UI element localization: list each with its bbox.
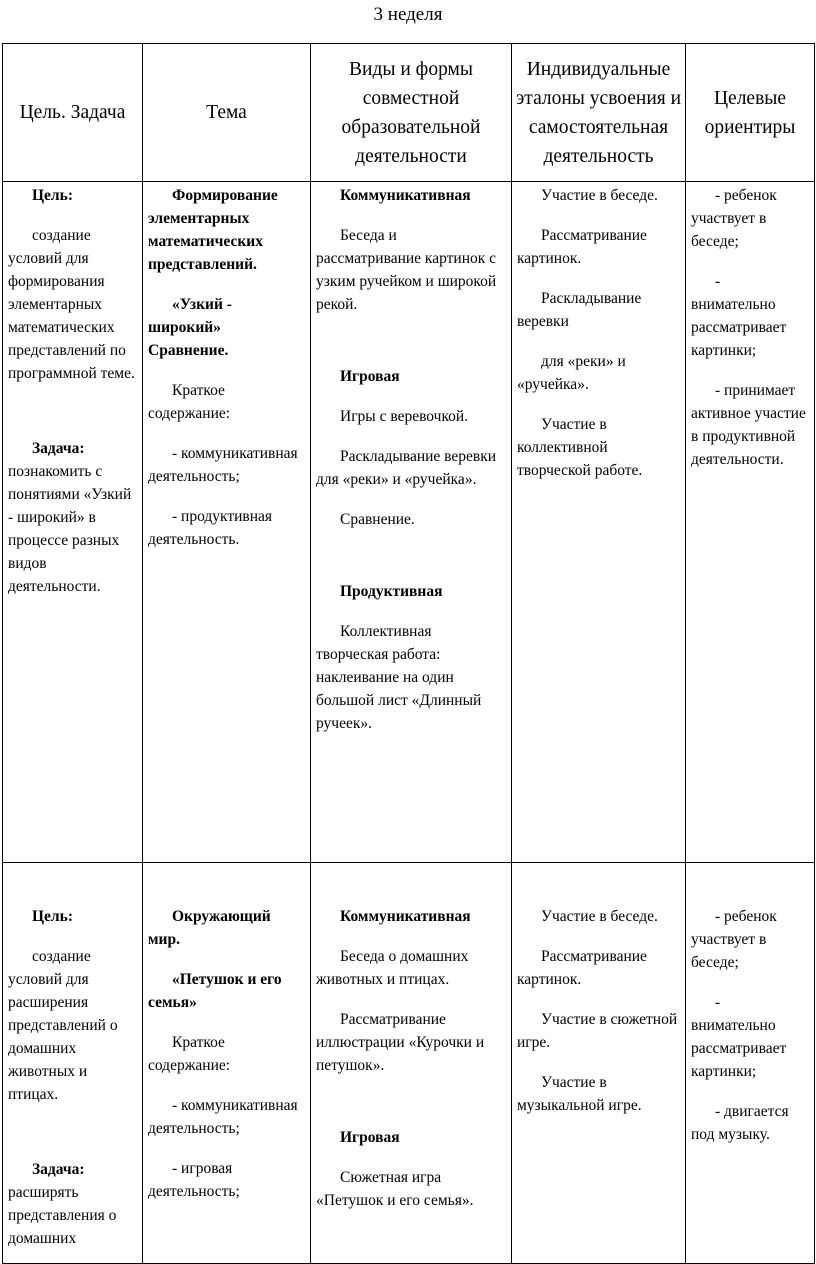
summary-label: Краткое содержание: (148, 382, 231, 422)
standard-item: Участие в сюжетной игре. (517, 1011, 678, 1051)
summary-item: - игровая деятельность; (148, 1160, 240, 1200)
standard-item: Раскладывание веревки (517, 290, 642, 330)
header-goal: Цель. Задача (3, 44, 143, 182)
topic-title: Окружающий мир. (148, 908, 271, 948)
task-text: познакомить с понятиями «Узкий - широкий» в процессе разных видов деятельности. (8, 463, 132, 595)
activity-item: Коллективная творческая работа: наклеивание на один большой лист «Длинный ручеек». (316, 623, 482, 732)
target-item: - внимательно рассматривает картинки; (691, 273, 787, 359)
goal-cell (3, 182, 143, 863)
activity-item: Беседа о домашних животных и птицах. (316, 948, 469, 988)
table-header-row (3, 44, 815, 182)
standard-item: Участие в музыкальной игре. (517, 1074, 642, 1114)
targets-cell (686, 863, 815, 1264)
standard-item: Участие в беседе. (541, 187, 658, 204)
goal-label: Цель: (32, 908, 73, 925)
activity-type-communicative: Коммуникативная (340, 908, 471, 925)
standard-item: для «реки» и «ручейка». (517, 353, 626, 393)
summary-item: - коммуникативная деятельность; (148, 1097, 298, 1137)
summary-item: - продуктивная деятельность. (148, 508, 273, 548)
standard-item: Рассматривание картинок. (517, 227, 647, 267)
activity-type-productive: Продуктивная (340, 583, 443, 600)
standards-cell (512, 863, 686, 1264)
week-title: 3 неделя (373, 4, 443, 25)
activity-item: Раскладывание веревки для «реки» и «ручейка». (316, 448, 497, 488)
target-item: - ребенок участвует в беседе; (691, 908, 777, 971)
topic-cell (143, 182, 311, 863)
target-item: - принимает активное участие в продуктивной деятельности. (691, 382, 806, 468)
topic-title: Формирование элементарных математических представлений. (148, 187, 278, 273)
topic-name: «Узкий - широкий» Сравнение. (148, 296, 232, 359)
table-row (3, 863, 815, 1264)
task-label: Задача: (32, 1161, 85, 1178)
activities-cell (311, 863, 512, 1264)
activity-type-game: Игровая (340, 368, 400, 385)
plan-table (2, 43, 815, 1264)
goal-label: Цель: (32, 187, 73, 204)
activity-type-communicative: Коммуникативная (340, 187, 471, 204)
goal-text: создание условий для расширения представлений о домашних животных и птицах. (8, 948, 118, 1103)
activity-item: Беседа и рассматривание картинок с узким ручейком и широкой рекой. (316, 227, 497, 313)
activity-item: Сравнение. (340, 511, 415, 528)
target-item: - ребенок участвует в беседе; (691, 187, 777, 250)
header-activities: Виды и формы совместной образовательной деятельности (311, 44, 512, 182)
standard-item: Участие в коллективной творческой работе. (517, 416, 643, 479)
topic-cell (143, 863, 311, 1264)
standards-cell (512, 182, 686, 863)
goal-text: создание условий для формирования элементарных математических представлений по программной теме. (8, 227, 135, 382)
task-text: расширять представления о домашних (8, 1184, 117, 1247)
header-standards: Индивидуальные эталоны усвоения и самостоятельная деятельность (512, 44, 686, 182)
target-item: - двигается под музыку. (691, 1103, 789, 1143)
task-label: Задача: (32, 440, 85, 457)
standard-item: Участие в беседе. (541, 908, 658, 925)
standard-item: Рассматривание картинок. (517, 948, 647, 988)
goal-cell (3, 863, 143, 1264)
summary-label: Краткое содержание: (148, 1034, 231, 1074)
activities-cell (311, 182, 512, 863)
target-item: - внимательно рассматривает картинки; (691, 994, 787, 1080)
table-row (3, 182, 815, 863)
activity-item: Сюжетная игра «Петушок и его семья». (316, 1169, 474, 1209)
header-topic: Тема (143, 44, 311, 182)
activity-item: Рассматривание иллюстрации «Курочки и петушок». (316, 1011, 485, 1074)
targets-cell (686, 182, 815, 863)
header-targets: Целевые ориентиры (686, 44, 815, 182)
summary-item: - коммуникативная деятельность; (148, 445, 298, 485)
activity-item: Игры с веревочкой. (340, 408, 469, 425)
activity-type-game: Игровая (340, 1129, 400, 1146)
topic-name: «Петушок и его семья» (148, 971, 282, 1011)
